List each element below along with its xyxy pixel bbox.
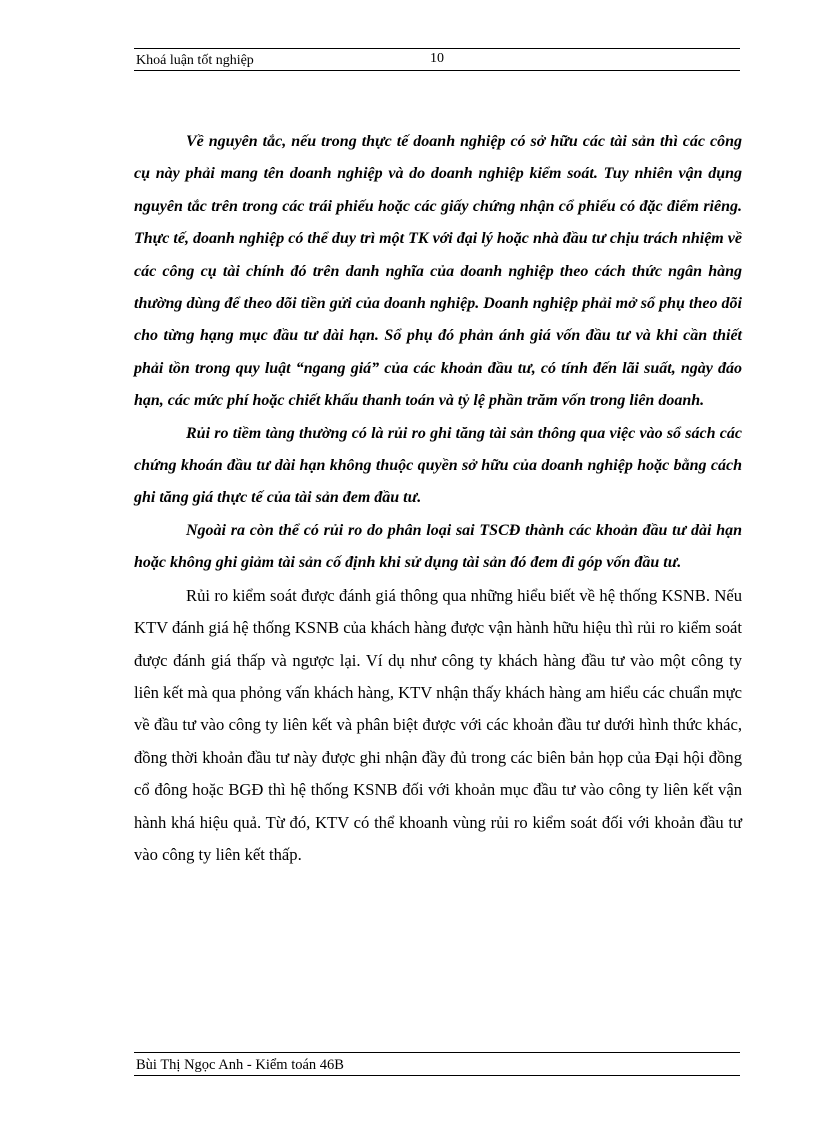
header-top-rule — [134, 48, 740, 49]
footer-top-rule — [134, 1052, 740, 1053]
document-title: Khoá luận tốt nghiệp — [136, 53, 254, 68]
paragraph-control-risk: Rủi ro kiểm soát được đánh giá thông qua những hiểu biết về hệ thống KSNB. Nếu KTV đánh giá hệ thống KSNB của khách hàng được vận hành hữu hiệu thì rủi ro kiểm soát được đánh giá thấp và ngược lại. Ví dụ như công ty khách hàng đầu tư vào một công ty liên kết mà qua phỏng vấn khách hàng, KTV nhận thấy khách hàng am hiểu các chuẩn mực về đầu tư vào công ty liên kết và phân biệt được với các khoản đầu tư dưới hình thức khác, đồng thời khoản đầu tư này được ghi nhận đầy đủ trong các biên bản họp của Đại hội đồng cổ đông hoặc BGĐ thì hệ thống KSNB đối với khoản mục đầu tư vào công ty liên kết vận hành khá hiệu quả. Từ đó, KTV có thể khoanh vùng rủi ro kiểm soát đối với khoản đầu tư vào công ty liên kết thấp. — [134, 585, 742, 864]
header-bottom-rule — [134, 70, 740, 71]
page-number: 10 — [430, 51, 444, 66]
footer-bottom-rule — [134, 1075, 740, 1076]
paragraph-misclassification-risk: Ngoài ra còn thể có rủi ro do phân loại sai TSCĐ thành các khoản đầu tư dài hạn hoặc không ghi giảm tài sản cố định khi sử dụng tài sản đó đem đi góp vốn đầu tư. — [134, 521, 742, 572]
paragraph-inherent-risk: Rủi ro tiềm tàng thường có là rủi ro ghi tăng tài sản thông qua việc vào sổ sách các chứng khoán đầu tư dài hạn không thuộc quyền sở hữu của doanh nghiệp hoặc bằng cách ghi tăng giá thực tế của tài sản đem đầu tư. — [134, 424, 742, 507]
document-body — [134, 126, 742, 871]
footer-author: Bùi Thị Ngọc Anh - Kiểm toán 46B — [136, 1057, 344, 1073]
page-header — [134, 50, 740, 68]
paragraph-ownership-principle: Về nguyên tắc, nếu trong thực tế doanh nghiệp có sở hữu các tài sản thì các công cụ này phải mang tên doanh nghiệp và do doanh nghiệp kiểm soát. Tuy nhiên vận dụng nguyên tắc trên trong các trái phiếu hoặc các giấy chứng nhận cổ phiếu có đặc điểm riêng. Thực tế, doanh nghiệp có thể duy trì một TK với đại lý hoặc nhà đầu tư chịu trách nhiệm về các công cụ tài chính đó trên danh nghĩa của doanh nghiệp theo cách thức ngân hàng thường dùng để theo dõi tiền gửi của doanh nghiệp. Doanh nghiệp phải mở sổ phụ theo dõi cho từng hạng mục đầu tư dài hạn. Sổ phụ đó phản ánh giá vốn đầu tư và khi cần thiết phải tồn trong quy luật “ngang giá” của các khoản đầu tư, có tính đến lãi suất, ngày đáo hạn, các mức phí hoặc chiết khấu thanh toán và tỷ lệ phần trăm vốn trong liên doanh. — [134, 133, 742, 410]
